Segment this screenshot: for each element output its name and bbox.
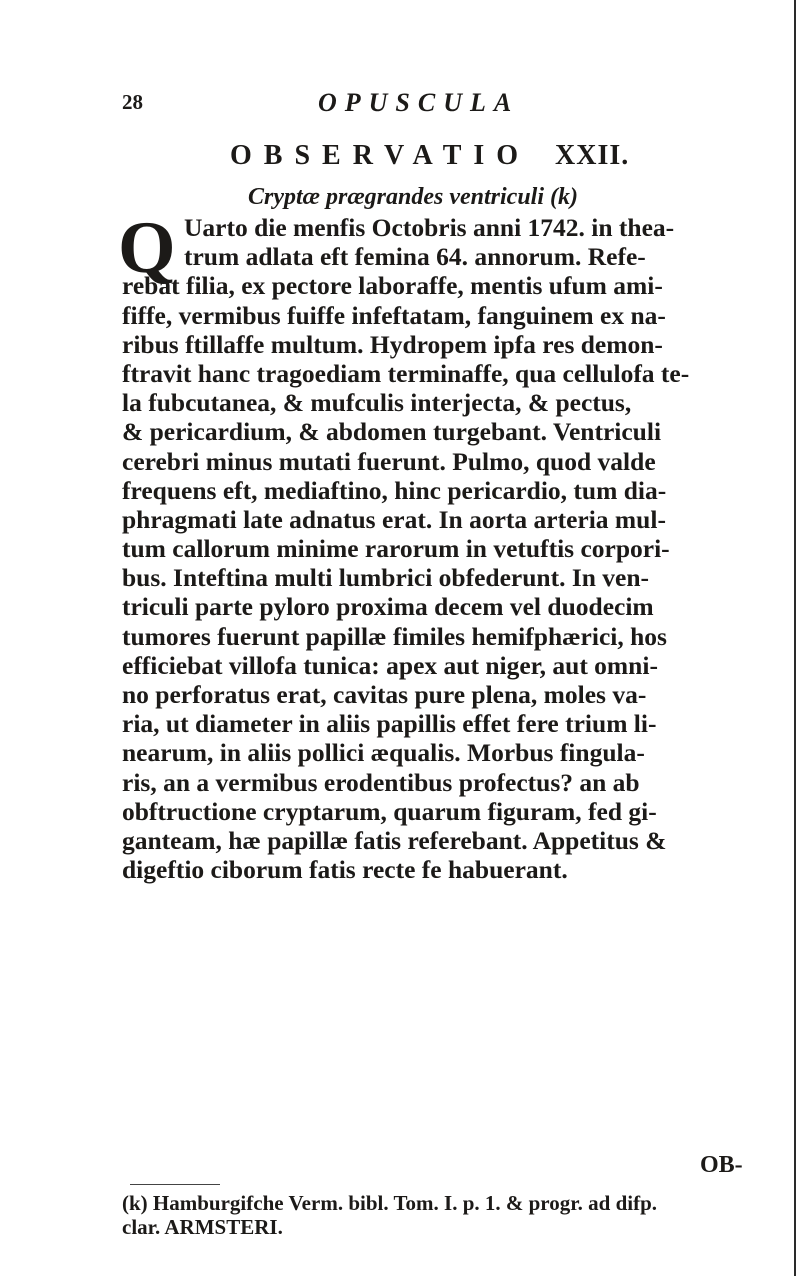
text-line: tumores fuerunt papillæ fimiles hemifphærici, hos [122, 621, 667, 651]
running-head [0, 88, 800, 118]
observation-heading [230, 140, 629, 172]
text-line: fiffe, vermibus fuiffe infeftatam, fanguinem ex na- [122, 300, 666, 330]
text-line: Uarto die menfis Octobris anni 1742. in thea- [184, 213, 675, 242]
text-line: triculi parte pyloro proxima decem vel duodecim [122, 592, 654, 622]
text-line: obftructione cryptarum, quarum figuram, fed gi- [122, 796, 657, 826]
observation-number: XXII. [555, 140, 630, 171]
catchword: OB- [700, 1152, 743, 1178]
text-line: ribus ftillaffe multum. Hydropem ipfa res demon- [122, 329, 663, 359]
text-line: digeftio ciborum fatis recte fe habuerant. [122, 855, 568, 885]
text-line: ria, ut diameter in aliis papillis effet fere trium li- [122, 709, 657, 739]
running-title: OPUSCULA [318, 88, 520, 117]
text-line: bus. Inteftina multi lumbrici obfederunt. In ven- [122, 563, 650, 593]
text-line: la fubcutanea, & mufculis interjecta, & pectus, [122, 388, 632, 418]
drop-cap: Q [118, 207, 176, 289]
observation-subtitle: Cryptæ prægrandes ventriculi (k) [248, 184, 578, 210]
page-number: 28 [122, 90, 143, 114]
text-line: & pericardium, & abdomen turgebant. Ventriculi [122, 417, 662, 447]
text-line: frequens eft, mediaftino, hinc pericardio, tum dia- [122, 475, 667, 505]
text-line: ris, an a vermibus erodentibus profectus? an ab [122, 767, 640, 797]
footnote-line: clar. ARMSTERI. [122, 1215, 283, 1239]
observation-title: OBSERVATIO [230, 140, 531, 171]
footnote-line: (k) Hamburgifche Verm. bibl. Tom. I. p. 1. & progr. ad difp. [122, 1191, 658, 1215]
text-line: ftravit hanc tragoediam terminaffe, qua cellulofa te- [122, 358, 690, 388]
body-text [122, 213, 790, 884]
footnote [122, 1191, 657, 1239]
text-line: no perforatus erat, cavitas pure plena, moles va- [122, 680, 647, 709]
text-line: phragmati late adnatus erat. In aorta arteria mul- [122, 504, 666, 534]
text-line: rebat filia, ex pectore laboraffe, mentis ufum ami- [122, 271, 663, 301]
text-line: efficiebat villofa tunica: apex aut niger, aut omni- [122, 650, 658, 680]
footnote-rule [130, 1184, 220, 1185]
text-line: tum callorum minime rarorum in vetuftis corpori- [122, 534, 670, 564]
text-line: cerebri minus mutati fuerunt. Pulmo, quod valde [122, 446, 656, 476]
text-line: trum adlata eft femina 64. annorum. Refe- [184, 242, 646, 272]
page-edge-shadow [794, 0, 796, 1276]
text-line: ganteam, hæ papillæ fatis referebant. Appetitus & [122, 825, 667, 855]
text-line: nearum, in aliis pollici æqualis. Morbus fingula- [122, 738, 645, 768]
